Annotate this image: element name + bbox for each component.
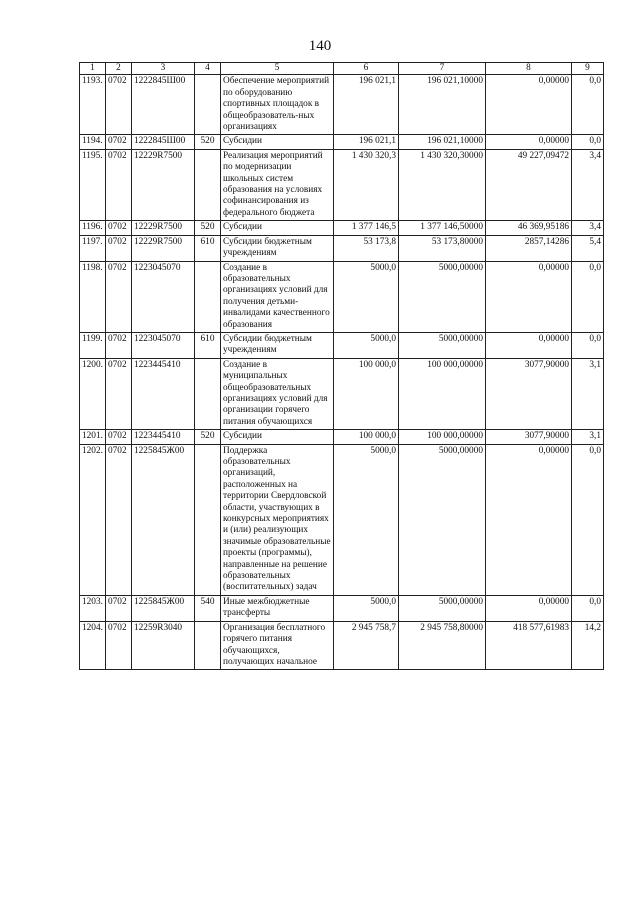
- item-name-cell: Обеспечение мероприятий по оборудованию спортивных площадок в общеобразователь-ных организациях: [221, 75, 334, 135]
- row-number-cell: 1195.: [80, 149, 106, 220]
- target-code-cell: 1225845Ж00: [132, 444, 195, 595]
- approved-amount-cell: 2 945 758,7: [334, 621, 399, 670]
- table-row: [80, 135, 604, 149]
- target-code-cell: 1225845Ж00: [132, 595, 195, 621]
- approved-amount-cell: 1 377 146,5: [334, 221, 399, 235]
- row-number-cell: 1204.: [80, 621, 106, 670]
- row-number-cell: 1202.: [80, 444, 106, 595]
- header-row: [80, 63, 604, 75]
- item-name-cell: Субсидии бюджетным учреждениям: [221, 332, 334, 358]
- approved-amount-cell: 5000,0: [334, 595, 399, 621]
- approved-amount-cell: 196 021,1: [334, 75, 399, 135]
- row-number-cell: 1201.: [80, 430, 106, 444]
- row-number-cell: 1194.: [80, 135, 106, 149]
- percent-cell: 0,0: [572, 332, 604, 358]
- approved-amount-cell: 5000,0: [334, 444, 399, 595]
- percent-cell: 5,4: [572, 235, 604, 261]
- table-row: [80, 221, 604, 235]
- column-header: 5: [221, 63, 334, 75]
- percent-cell: 3,4: [572, 149, 604, 220]
- table-row: [80, 595, 604, 621]
- executed-amount-cell: 0,00000: [486, 135, 572, 149]
- row-number-cell: 1198.: [80, 261, 106, 332]
- approved-amount-cell: 5000,0: [334, 332, 399, 358]
- expense-type-cell: [195, 149, 221, 220]
- section-code-cell: 0702: [106, 261, 132, 332]
- item-name-cell: Создание в образовательных организациях условий для получения детьми-инвалидами качественного образования: [221, 261, 334, 332]
- item-name-cell: Организация бесплатного горячего питания обучающихся, получающих начальное: [221, 621, 334, 670]
- approved-amount-cell: 5000,0: [334, 261, 399, 332]
- item-name-cell: Иные межбюджетные трансферты: [221, 595, 334, 621]
- section-code-cell: 0702: [106, 621, 132, 670]
- planned-amount-cell: 5000,00000: [399, 595, 486, 621]
- table-row: [80, 332, 604, 358]
- planned-amount-cell: 100 000,00000: [399, 358, 486, 429]
- executed-amount-cell: 3077,90000: [486, 358, 572, 429]
- percent-cell: 0,0: [572, 135, 604, 149]
- expense-type-cell: [195, 261, 221, 332]
- section-code-cell: 0702: [106, 358, 132, 429]
- approved-amount-cell: 53 173,8: [334, 235, 399, 261]
- item-name-cell: Реализация мероприятий по модернизации школьных систем образования на условиях софинансирования из федерального бюджета: [221, 149, 334, 220]
- approved-amount-cell: 196 021,1: [334, 135, 399, 149]
- column-header: 9: [572, 63, 604, 75]
- planned-amount-cell: 5000,00000: [399, 332, 486, 358]
- table-row: [80, 149, 604, 220]
- row-number-cell: 1197.: [80, 235, 106, 261]
- executed-amount-cell: 0,00000: [486, 261, 572, 332]
- planned-amount-cell: 53 173,80000: [399, 235, 486, 261]
- target-code-cell: 1223445410: [132, 358, 195, 429]
- planned-amount-cell: 5000,00000: [399, 261, 486, 332]
- percent-cell: 3,1: [572, 358, 604, 429]
- planned-amount-cell: 1 377 146,50000: [399, 221, 486, 235]
- expense-type-cell: 540: [195, 595, 221, 621]
- column-header: 6: [334, 63, 399, 75]
- planned-amount-cell: 2 945 758,80000: [399, 621, 486, 670]
- target-code-cell: 1223445410: [132, 430, 195, 444]
- planned-amount-cell: 5000,00000: [399, 444, 486, 595]
- expense-type-cell: [195, 75, 221, 135]
- section-code-cell: 0702: [106, 149, 132, 220]
- executed-amount-cell: 3077,90000: [486, 430, 572, 444]
- expense-type-cell: 520: [195, 135, 221, 149]
- row-number-cell: 1193.: [80, 75, 106, 135]
- page-number: 140: [308, 38, 332, 54]
- item-name-cell: Субсидии бюджетным учреждениям: [221, 235, 334, 261]
- expense-type-cell: 520: [195, 430, 221, 444]
- executed-amount-cell: 46 369,95186: [486, 221, 572, 235]
- expense-type-cell: [195, 621, 221, 670]
- target-code-cell: 1222845Ш00: [132, 75, 195, 135]
- executed-amount-cell: 418 577,61983: [486, 621, 572, 670]
- row-number-cell: 1200.: [80, 358, 106, 429]
- planned-amount-cell: 100 000,00000: [399, 430, 486, 444]
- item-name-cell: Субсидии: [221, 430, 334, 444]
- percent-cell: 14,2: [572, 621, 604, 670]
- percent-cell: 0,0: [572, 75, 604, 135]
- executed-amount-cell: 0,00000: [486, 595, 572, 621]
- table-row: [80, 621, 604, 670]
- column-header: 1: [80, 63, 106, 75]
- section-code-cell: 0702: [106, 595, 132, 621]
- percent-cell: 0,0: [572, 444, 604, 595]
- executed-amount-cell: 0,00000: [486, 75, 572, 135]
- table-row: [80, 235, 604, 261]
- expense-type-cell: 520: [195, 221, 221, 235]
- column-header: 8: [486, 63, 572, 75]
- target-code-cell: 12229R7500: [132, 149, 195, 220]
- target-code-cell: 12229R7500: [132, 235, 195, 261]
- row-number-cell: 1196.: [80, 221, 106, 235]
- expense-type-cell: 610: [195, 332, 221, 358]
- table-row: [80, 261, 604, 332]
- section-code-cell: 0702: [106, 235, 132, 261]
- percent-cell: 3,1: [572, 430, 604, 444]
- column-header: 3: [132, 63, 195, 75]
- section-code-cell: 0702: [106, 430, 132, 444]
- expense-type-cell: 610: [195, 235, 221, 261]
- item-name-cell: Субсидии: [221, 221, 334, 235]
- budget-table: [79, 62, 604, 670]
- percent-cell: 0,0: [572, 595, 604, 621]
- planned-amount-cell: 196 021,10000: [399, 135, 486, 149]
- column-header: 2: [106, 63, 132, 75]
- item-name-cell: Субсидии: [221, 135, 334, 149]
- executed-amount-cell: 49 227,09472: [486, 149, 572, 220]
- row-number-cell: 1203.: [80, 595, 106, 621]
- planned-amount-cell: 196 021,10000: [399, 75, 486, 135]
- row-number-cell: 1199.: [80, 332, 106, 358]
- table-row: [80, 444, 604, 595]
- section-code-cell: 0702: [106, 221, 132, 235]
- approved-amount-cell: 100 000,0: [334, 430, 399, 444]
- expense-type-cell: [195, 444, 221, 595]
- item-name-cell: Поддержка образовательных организаций, расположенных на территории Свердловской области, участвующих в конкурсных мероприятиях и (или) реализующих значимые образовательные проекты (программы), направленные на решение образовательных (воспитательных) задач: [221, 444, 334, 595]
- table-row: [80, 75, 604, 135]
- target-code-cell: 12229R7500: [132, 221, 195, 235]
- percent-cell: 3,4: [572, 221, 604, 235]
- section-code-cell: 0702: [106, 444, 132, 595]
- target-code-cell: 1223045070: [132, 332, 195, 358]
- target-code-cell: 12259R3040: [132, 621, 195, 670]
- expense-type-cell: [195, 358, 221, 429]
- section-code-cell: 0702: [106, 75, 132, 135]
- approved-amount-cell: 100 000,0: [334, 358, 399, 429]
- item-name-cell: Создание в муниципальных общеобразовательных организациях условий для организации горячего питания обучающихся: [221, 358, 334, 429]
- target-code-cell: 1222845Ш00: [132, 135, 195, 149]
- executed-amount-cell: 0,00000: [486, 444, 572, 595]
- column-header: 4: [195, 63, 221, 75]
- executed-amount-cell: 2857,14286: [486, 235, 572, 261]
- section-code-cell: 0702: [106, 332, 132, 358]
- approved-amount-cell: 1 430 320,3: [334, 149, 399, 220]
- section-code-cell: 0702: [106, 135, 132, 149]
- executed-amount-cell: 0,00000: [486, 332, 572, 358]
- table-row: [80, 430, 604, 444]
- percent-cell: 0,0: [572, 261, 604, 332]
- column-header: 7: [399, 63, 486, 75]
- target-code-cell: 1223045070: [132, 261, 195, 332]
- table-row: [80, 358, 604, 429]
- planned-amount-cell: 1 430 320,30000: [399, 149, 486, 220]
